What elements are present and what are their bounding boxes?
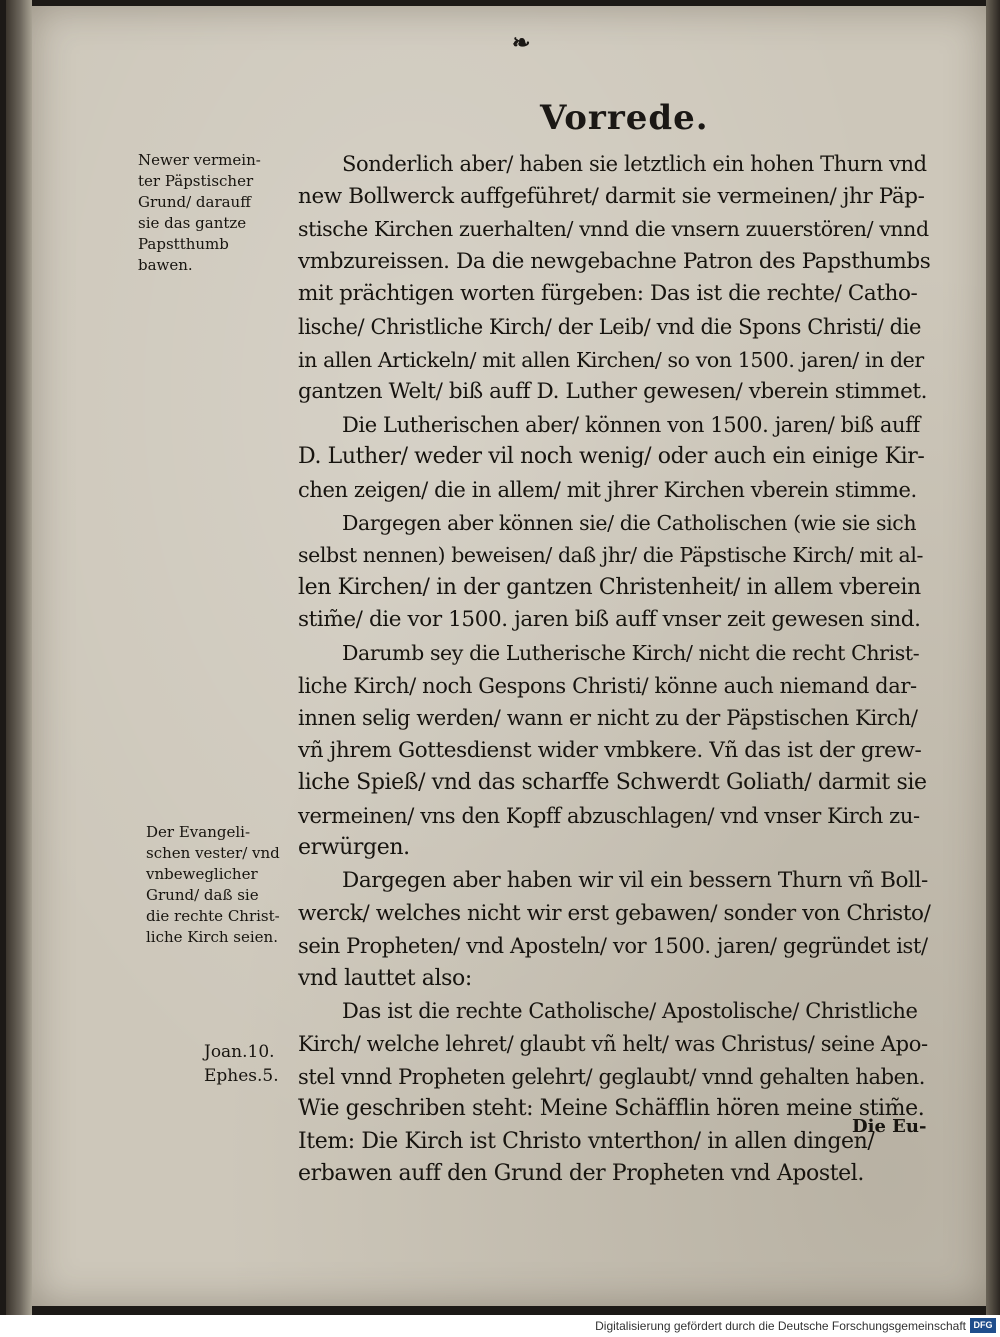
margin-note-3 [204, 1040, 279, 1088]
margin-note-line: die rechte Christ- [146, 907, 280, 925]
text-line: innen selig werden/ wann er nicht zu der Päpstischen Kirch/ [298, 706, 918, 731]
text-line: Item: Die Kirch ist Christo vnterthon/ in allen dingen/ [298, 1128, 875, 1154]
text-line: Das ist die rechte Catholische/ Apostolische/ Christliche [342, 999, 918, 1024]
text-line: chen zeigen/ die in allem/ mit jhrer Kirchen vberein stimme. [298, 477, 917, 502]
text-line: sein Propheten/ vnd Aposteln/ vor 1500. jaren/ gegründet ist/ [298, 934, 928, 959]
text-line: erbawen auff den Grund der Propheten vnd Apostel. [298, 1161, 865, 1187]
text-line: new Bollwerck auffgeführet/ darmit sie vermeinen/ jhr Päp- [298, 183, 925, 209]
margin-note-line: bawen. [138, 256, 193, 274]
text-line: Darumb sey die Lutherische Kirch/ nicht die recht Christ- [342, 640, 920, 665]
margin-note-2 [146, 822, 280, 948]
text-line: Kirch/ welche lehret/ glaubt vñ helt/ was Christus/ seine Apo- [298, 1032, 928, 1057]
printer-ornament: ❧ [512, 30, 531, 56]
margin-note-line: Grund/ daß sie [146, 886, 259, 904]
text-line: liche Kirch/ noch Gespons Christi/ könne auch niemand dar- [298, 673, 917, 698]
text-line: stel vnnd Propheten gelehrt/ geglaubt/ vnnd gehalten haben. [298, 1064, 926, 1089]
text-line: erwürgen. [298, 835, 410, 861]
text-line: Dargegen aber können sie/ die Catholischen (wie sie sich [342, 510, 917, 535]
footer-bar [0, 1315, 1000, 1337]
text-line: vñ jhrem Gottesdienst wider vmbkere. Vñ das ist der grew- [298, 737, 922, 763]
text-line: Die Lutherischen aber/ können von 1500. jaren/ biß auff [342, 412, 920, 437]
margin-note-line: vnbeweglicher [146, 865, 258, 883]
margin-note-line: Der Evangeli- [146, 823, 251, 841]
text-line: vermeinen/ vns den Kopff abzuschlagen/ vnd vnser Kirch zu- [298, 803, 920, 828]
text-line: stim̃e/ die vor 1500. jaren biß auff vnser zeit gewesen sind. [298, 607, 921, 633]
running-heading: Vorrede. [540, 98, 709, 138]
page-right-edge [986, 0, 1000, 1315]
margin-note-line: Newer vermein- [138, 151, 261, 169]
text-line: gantzen Welt/ biß auff D. Luther gewesen/ vberein stimmet. [298, 379, 928, 405]
text-line: Wie geschriben steht: Meine Schäfflin hören meine stim̃e. [298, 1096, 925, 1122]
text-line: liche Spieß/ vnd das scharffe Schwerdt Goliath/ darmit sie [298, 770, 927, 796]
margin-note-line: sie das gantze [138, 214, 247, 232]
text-line: lische/ Christliche Kirch/ der Leib/ vnd die Spons Christi/ die [298, 314, 922, 339]
text-line: Dargegen aber haben wir vil ein bessern Thurn vñ Boll- [342, 868, 928, 894]
funding-credit: Digitalisierung gefördert durch die Deutsche Forschungsgemeinschaft [595, 1319, 966, 1333]
text-line: vmbzureissen. Da die newgebachne Patron des Papsthumbs [298, 248, 931, 274]
margin-note-line: Ephes.5. [204, 1066, 279, 1086]
text-line: Sonderlich aber/ haben sie letztlich ein hohen Thurn vnd [342, 152, 927, 176]
book-binding-edge [6, 0, 32, 1315]
text-line: werck/ welches nicht wir erst gebawen/ sonder von Christo/ [298, 900, 931, 926]
dfg-logo: DFG [970, 1318, 996, 1333]
margin-note-line: schen vester/ vnd [146, 844, 280, 862]
text-line: stische Kirchen zuerhalten/ vnnd die vnsern zuuerstören/ vnnd [298, 217, 929, 242]
margin-note-line: Grund/ darauff [138, 193, 251, 211]
text-line: vnd lauttet also: [298, 965, 472, 991]
margin-note-line: Joan.10. [204, 1042, 275, 1062]
text-line: len Kirchen/ in der gantzen Christenheit/ in allem vberein [298, 574, 921, 600]
text-line: mit prächtigen worten fürgeben: Das ist die rechte/ Catho- [298, 281, 918, 307]
text-line: in allen Artickeln/ mit allen Kirchen/ so von 1500. jaren/ in der [298, 347, 924, 372]
text-line: selbst nennen) beweisen/ daß jhr/ die Päpstische Kirch/ mit al- [298, 543, 924, 568]
margin-note-line: liche Kirch seien. [146, 928, 278, 946]
main-text-block [298, 148, 930, 1191]
margin-note-1 [138, 150, 261, 276]
text-line: D. Luther/ weder vil noch wenig/ oder auch ein einige Kir- [298, 444, 925, 470]
catchword: Die Eu- [852, 1116, 927, 1137]
margin-note-line: ter Päpstischer [138, 172, 254, 190]
margin-note-line: Papstthumb [138, 235, 229, 253]
